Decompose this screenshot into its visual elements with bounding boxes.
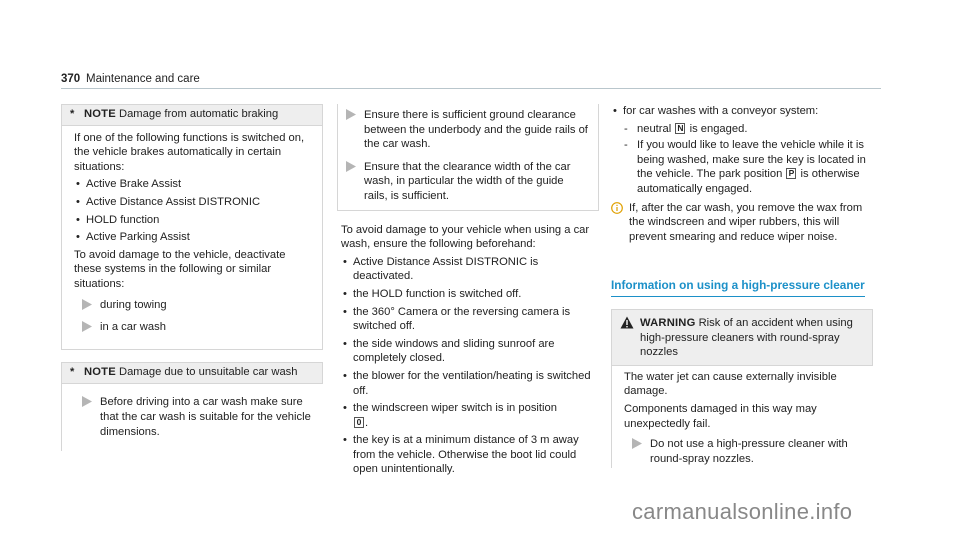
step-item	[74, 395, 315, 439]
note-header	[62, 105, 322, 126]
list-item-text: neutral	[637, 122, 672, 135]
page-header	[61, 71, 881, 89]
checklist	[341, 255, 599, 477]
warning-para: The water jet can cause externally invisible damage.	[624, 370, 837, 398]
list-item-text: If you would like to leave the vehicle while it is being washed, make sure the key is located in the vehicle. The park position	[637, 139, 866, 181]
list-item-text: the windscreen wiper switch is in position	[353, 402, 557, 415]
conveyor-sublist	[623, 122, 873, 197]
list-item: • Active Brake Assist	[74, 177, 314, 192]
column-2	[337, 104, 599, 480]
warning-body	[612, 366, 873, 469]
note-automatic-braking	[61, 104, 323, 350]
step-text: Do not use a high-pressure cleaner with round-spray nozzles.	[650, 438, 848, 465]
list-item: • Active Distance Assist DISTRONIC is deactivated.	[341, 255, 599, 284]
car-wash-checklist	[337, 223, 599, 478]
info-note	[611, 201, 873, 245]
step-text: during towing	[100, 298, 167, 311]
list-item: • the windscreen wiper switch is in position 0 .	[341, 401, 599, 430]
note-title: Damage from automatic braking	[119, 108, 279, 120]
column-3	[611, 104, 873, 468]
function-list	[74, 177, 314, 244]
note-car-wash	[61, 362, 323, 451]
watermark: carmanualsonline.info	[632, 499, 853, 524]
note-label: NOTE	[84, 108, 116, 120]
step-item	[338, 108, 588, 152]
list-item: • the side windows and sliding sunroof are completely closed.	[341, 337, 599, 366]
step-text: Before driving into a car wash make sure that the car wash is suitable for the vehicle dimensions.	[100, 396, 311, 438]
warning-high-pressure	[611, 309, 873, 468]
list-item: • HOLD function	[74, 213, 314, 228]
step-item	[338, 160, 588, 204]
note-icon: *	[70, 108, 75, 120]
wiper-position-symbol: 0	[354, 417, 364, 428]
page-number: 370	[61, 73, 81, 85]
list-item: • Active Parking Assist	[74, 230, 314, 245]
step-text: Ensure that the clearance width of the car wash, in particular the width of the guide rails, is sufficient.	[364, 160, 571, 202]
checklist-intro: To avoid damage to your vehicle when using a car wash, ensure the following beforehand:	[341, 223, 590, 251]
step-arrow-icon	[82, 321, 92, 332]
note-title: Damage due to unsuitable car wash	[119, 365, 298, 378]
step-text: in a car wash	[100, 321, 166, 334]
list-item-text: is engaged.	[689, 122, 748, 135]
warning-header	[612, 310, 873, 366]
note-intro: If one of the following functions is switched on, the vehicle brakes automatically in certain situations:	[74, 131, 305, 173]
info-text: If, after the car wash, you remove the wax from the windscreen and wiper rubbers, this will prevent smearing and reduce wiper noise.	[629, 201, 863, 243]
note-body	[62, 126, 322, 349]
list-item: • the blower for the ventilation/heating is switched off.	[341, 369, 599, 398]
list-item	[623, 122, 873, 137]
warning-title-row	[620, 316, 864, 360]
page-title: Maintenance and care	[86, 73, 200, 85]
warning-para: Components damaged in this way may unexpectedly fail.	[624, 402, 817, 430]
note-car-wash-continued	[337, 104, 599, 211]
warning-title: Risk of an accident when using high-pressure cleaners with round-spray nozzles	[640, 316, 853, 359]
note-icon: *	[70, 365, 75, 378]
section-title: Information on using a high-pressure cleaner	[611, 278, 865, 297]
list-item: • the HOLD function is switched off.	[341, 287, 599, 302]
step-arrow-icon	[632, 438, 642, 449]
info-icon	[611, 202, 623, 214]
list-item: • Active Distance Assist DISTRONIC	[74, 195, 314, 210]
step-item	[74, 320, 314, 335]
step-item	[74, 298, 314, 313]
note-label: NOTE	[84, 365, 116, 378]
conveyor-list	[611, 104, 873, 119]
note-header	[62, 363, 323, 385]
neutral-symbol: N	[677, 122, 684, 133]
note-body	[62, 384, 323, 451]
list-item: • the 360° Camera or the reversing camera is switched off.	[341, 305, 599, 334]
column-1	[61, 104, 323, 451]
list-item: • for car washes with a conveyor system:	[611, 104, 873, 119]
list-item-text: is otherwise automatically engaged.	[637, 168, 860, 195]
list-item	[623, 138, 873, 196]
warning-icon	[620, 316, 634, 334]
step-arrow-icon	[346, 161, 356, 172]
step-item	[624, 437, 865, 466]
list-item: • the key is at a minimum distance of 3 m away from the vehicle. Otherwise the boot lid could open unintentionally.	[341, 433, 599, 477]
step-arrow-icon	[82, 299, 92, 310]
step-arrow-icon	[82, 396, 92, 407]
step-arrow-icon	[346, 109, 356, 120]
note-para: To avoid damage to the vehicle, deactivate these systems in the following or similar situations:	[74, 248, 286, 290]
section-heading-wrap	[611, 268, 873, 309]
warning-label: WARNING	[640, 316, 696, 329]
step-text: Ensure there is sufficient ground clearance between the underbody and the guide rails of the car wash.	[364, 109, 588, 151]
park-symbol: P	[786, 168, 796, 179]
